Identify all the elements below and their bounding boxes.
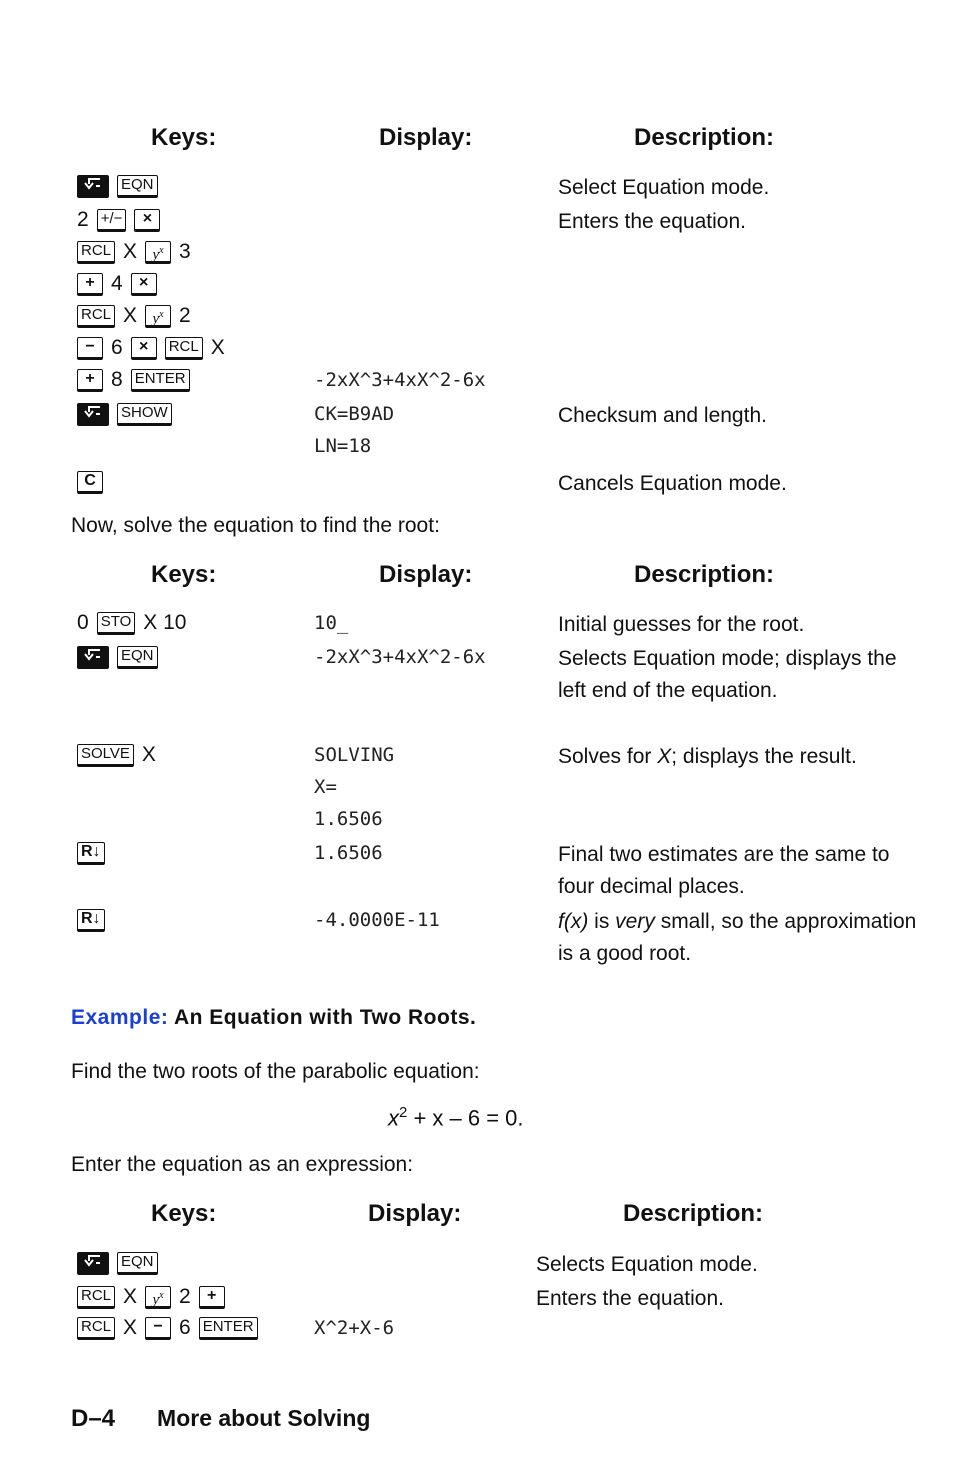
- left-shift-arrow-icon: [82, 404, 104, 418]
- power-key[interactable]: $y^x$: [145, 1286, 171, 1309]
- power-key[interactable]: $y^x$: [145, 241, 171, 264]
- example-heading: [71, 1006, 476, 1030]
- chapter-title: More about Solving: [157, 1405, 371, 1431]
- description-text: Enters the equation.: [558, 210, 746, 233]
- shift-key[interactable]: [77, 1252, 109, 1275]
- key-sequence: [73, 906, 109, 934]
- left-shift-arrow-icon: [82, 176, 104, 190]
- table-row: [0, 334, 954, 366]
- keys-header-2: Keys:: [151, 561, 217, 588]
- clear-key[interactable]: C: [77, 471, 103, 494]
- enter-key[interactable]: ENTER: [199, 1317, 258, 1340]
- table-row: [0, 609, 954, 641]
- key-text: 2: [179, 1285, 191, 1308]
- instruction-paragraph-2: Find the two roots of the parabolic equation:: [71, 1060, 480, 1083]
- table-row: [0, 206, 954, 238]
- table-row: [0, 741, 954, 830]
- rcl-key[interactable]: RCL: [165, 337, 203, 360]
- key-text: 3: [179, 240, 191, 263]
- add-key[interactable]: +: [199, 1286, 225, 1309]
- example-title: An Equation with Two Roots.: [173, 1006, 477, 1029]
- rcl-key[interactable]: RCL: [77, 305, 115, 328]
- add-key[interactable]: +: [77, 369, 103, 392]
- key-text: X: [123, 1316, 138, 1339]
- change-sign-key[interactable]: +/−: [97, 209, 127, 232]
- key-text: X: [141, 743, 156, 766]
- key-text: 4: [111, 272, 123, 295]
- display-readout: -4.0000E-11: [314, 909, 440, 931]
- key-text: X: [123, 240, 138, 263]
- page-number: D–4: [71, 1405, 116, 1432]
- key-text: X: [123, 304, 138, 327]
- table-row: [0, 238, 954, 270]
- multiply-key[interactable]: ×: [131, 337, 157, 360]
- instruction-paragraph-3: Enter the equation as an expression:: [71, 1153, 414, 1176]
- key-sequence: [73, 609, 190, 637]
- sto-key[interactable]: STO: [97, 612, 136, 635]
- key-sequence: [73, 366, 194, 394]
- solve-key[interactable]: SOLVE: [77, 744, 134, 767]
- key-text: 2: [179, 304, 191, 327]
- key-text: X 10: [143, 611, 187, 634]
- description-text: Selects Equation mode.: [536, 1253, 758, 1276]
- key-text: 2: [77, 208, 89, 231]
- key-text: 0: [77, 611, 89, 634]
- add-key[interactable]: +: [77, 273, 103, 296]
- subtract-key[interactable]: −: [77, 337, 103, 360]
- table-row: [0, 400, 954, 457]
- key-sequence: [73, 172, 162, 200]
- key-text: 8: [111, 368, 123, 391]
- key-sequence: [73, 839, 109, 867]
- keys-header-3: Keys:: [151, 1200, 217, 1227]
- description-header-1: Description:: [634, 124, 775, 151]
- description-text: Select Equation mode.: [558, 176, 770, 199]
- show-key[interactable]: SHOW: [117, 403, 172, 426]
- instruction-paragraph-1: Now, solve the equation to find the root:: [71, 514, 440, 537]
- display-readout: 10_: [314, 612, 349, 634]
- description-text: Final two estimates are the same to four decimal places.: [558, 843, 890, 898]
- shift-key[interactable]: [77, 646, 109, 669]
- description-text: Cancels Equation mode.: [558, 472, 787, 495]
- key-text: 6: [179, 1316, 191, 1339]
- key-text: X: [210, 336, 225, 359]
- description-text: Initial guesses for the root.: [558, 613, 805, 636]
- equation-rest: + x – 6 = 0.: [407, 1105, 524, 1131]
- key-sequence: [73, 334, 229, 362]
- rcl-key[interactable]: RCL: [77, 1286, 115, 1309]
- rcl-key[interactable]: RCL: [77, 241, 115, 264]
- roll-down-key[interactable]: R↓: [77, 842, 105, 865]
- key-sequence: [73, 643, 162, 671]
- display-readout: SOLVING X= 1.6506: [314, 744, 395, 830]
- key-sequence: [73, 1283, 229, 1311]
- eqn-key[interactable]: EQN: [117, 175, 158, 198]
- table-row: [0, 643, 954, 702]
- key-sequence: [73, 302, 195, 330]
- display-readout: -2xX^3+4xX^2-6x: [314, 369, 486, 391]
- multiply-key[interactable]: ×: [134, 209, 160, 232]
- parabolic-equation: [388, 1104, 524, 1131]
- display-header-3: Display:: [368, 1200, 462, 1227]
- description-header-2: Description:: [634, 561, 775, 588]
- enter-key[interactable]: ENTER: [131, 369, 190, 392]
- shift-key[interactable]: [77, 403, 109, 426]
- table-row: [0, 270, 954, 302]
- key-sequence: [73, 270, 161, 298]
- multiply-key[interactable]: ×: [131, 273, 157, 296]
- equation-base: x: [388, 1105, 399, 1131]
- subtract-key[interactable]: −: [145, 1317, 171, 1340]
- left-shift-arrow-icon: [82, 1253, 104, 1267]
- eqn-key[interactable]: EQN: [117, 646, 158, 669]
- display-readout: CK=B9AD LN=18: [314, 403, 395, 457]
- description-text: f(x) is very small, so the approximation is a good root.: [558, 910, 917, 965]
- table-row: [0, 468, 954, 500]
- table-row: [0, 1314, 954, 1346]
- roll-down-key[interactable]: R↓: [77, 909, 105, 932]
- key-sequence: [73, 741, 160, 769]
- key-sequence: [73, 206, 164, 234]
- display-header-1: Display:: [379, 124, 473, 151]
- table-row: [0, 1283, 954, 1315]
- shift-key[interactable]: [77, 175, 109, 198]
- key-sequence: [73, 1249, 162, 1277]
- table-row: [0, 172, 954, 204]
- key-sequence: [73, 468, 107, 496]
- description-text: Enters the equation.: [536, 1287, 724, 1310]
- left-shift-arrow-icon: [82, 647, 104, 661]
- key-text: 6: [111, 336, 123, 359]
- table-row: [0, 302, 954, 334]
- key-text: X: [123, 1285, 138, 1308]
- rcl-key[interactable]: RCL: [77, 1317, 115, 1340]
- display-readout: -2xX^3+4xX^2-6x: [314, 646, 486, 668]
- table-row: [0, 1249, 954, 1281]
- key-sequence: [73, 1314, 262, 1342]
- display-readout: 1.6506: [314, 842, 383, 864]
- key-sequence: [73, 238, 195, 266]
- eqn-key[interactable]: EQN: [117, 1252, 158, 1275]
- page-footer: [71, 1405, 412, 1433]
- description-text: Selects Equation mode; displays the left end of the equation.: [558, 647, 897, 702]
- table-row: [0, 839, 954, 898]
- equation-exponent: 2: [399, 1104, 408, 1121]
- keys-header-1: Keys:: [151, 124, 217, 151]
- description-header-3: Description:: [623, 1200, 764, 1227]
- display-readout: X^2+X-6: [314, 1317, 395, 1339]
- example-label: Example:: [71, 1006, 169, 1029]
- description-text: Checksum and length.: [558, 404, 767, 427]
- table-row: [0, 366, 954, 398]
- description-text: Solves for X; displays the result.: [558, 745, 857, 768]
- key-sequence: [73, 400, 176, 428]
- power-key[interactable]: $y^x$: [145, 305, 171, 328]
- table-row: [0, 906, 954, 965]
- display-header-2: Display:: [379, 561, 473, 588]
